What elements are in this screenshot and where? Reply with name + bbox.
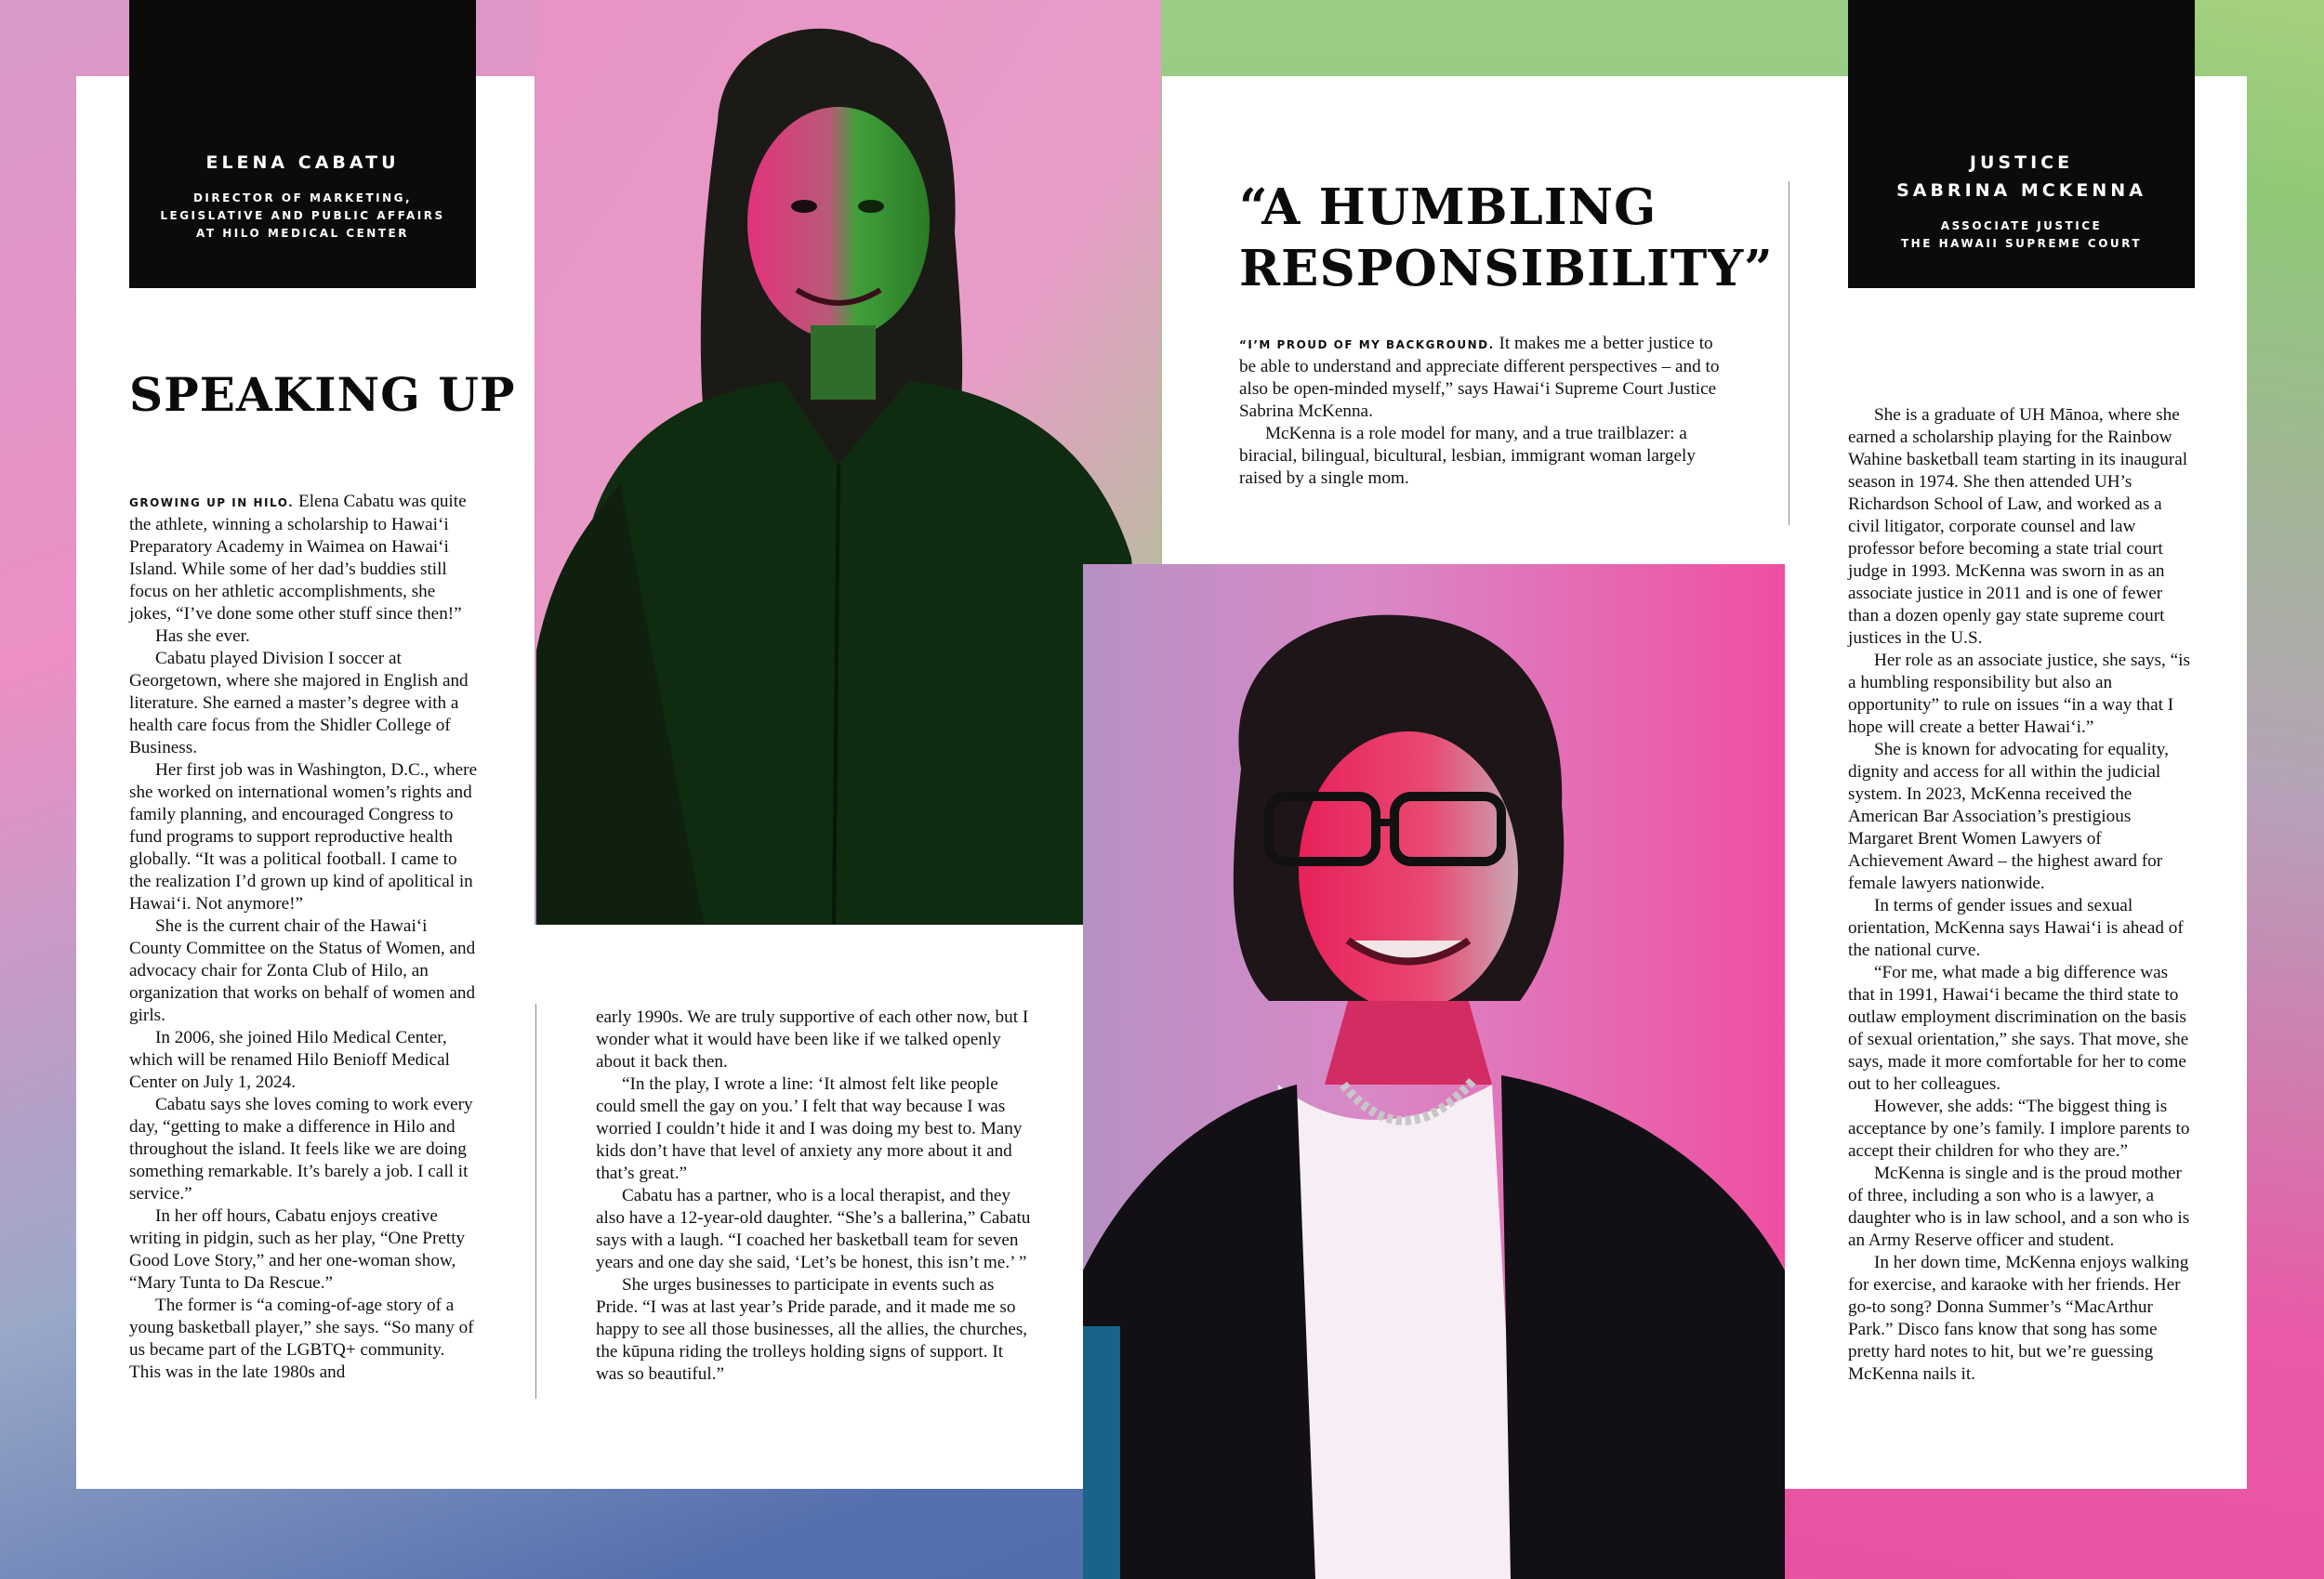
paragraph: GROWING UP IN HILO. Elena Cabatu was quite the athlete, winning a scholarship to Hawaiʻi Preparatory Academy in Waimea on Hawaiʻi Island. While some of her dad’s buddies still focus on her athletic accomplishments, she jokes, “I’ve done some other stuff since then!”	[129, 492, 467, 624]
column-divider	[535, 1004, 536, 1399]
paragraph: Has she ever.	[155, 626, 250, 646]
photo-sabrina-mckenna	[1083, 564, 1785, 1579]
paragraph: The former is “a coming-of-age story of a young basketball player,” she says. “So many of us became part of the LGBTQ+ community. This was in the late 1980s and	[129, 1296, 474, 1382]
profile-role: ASSOCIATE JUSTICE THE HAWAII SUPREME COURT	[1900, 219, 2143, 250]
paragraph: In terms of gender issues and sexual orientation, McKenna says Hawaiʻi is ahead of the national curve.	[1848, 896, 2184, 960]
paragraph: McKenna is a role model for many, and a true trailblazer: a biracial, bilingual, bicultural, lesbian, immigrant woman largely raised by a single mom.	[1239, 424, 1696, 488]
paragraph: Her role as an associate justice, she says, “is a humbling responsibility but also an opportunity” to rule on issues “in a way that I hope will create a better Hawaiʻi.”	[1848, 651, 2190, 737]
paragraph: Cabatu says she loves coming to work every day, “getting to make a difference in Hilo and throughout the island. It feels like we are doing something remarkable. It’s barely a job. I call it service.”	[129, 1095, 473, 1204]
paragraph: McKenna is single and is the proud mother of three, including a son who is a lawyer, a daughter who is in law school, and a son who is an Army Reserve officer and student.	[1848, 1164, 2190, 1250]
article-column-2	[596, 1007, 1033, 1386]
headline-humbling-responsibility: “A HUMBLING RESPONSIBILITY”	[1239, 178, 1774, 297]
profile-role: DIRECTOR OF MARKETING, LEGISLATIVE AND PUBLIC AFFAIRS AT HILO MEDICAL CENTER	[160, 191, 445, 240]
photo-elena-cabatu	[536, 0, 1161, 925]
paragraph: Her first job was in Washington, D.C., where she worked on international women’s rights and family planning, and encouraged Congress to fund programs to support reproductive health globally. “It was a political football. I came to the realization I’d grown up kind of apolitical in Hawaiʻi. Not anymore!”	[129, 760, 478, 914]
paragraph: In her down time, McKenna enjoys walking for exercise, and karaoke with her friends. Her go-to song? Donna Summer’s “MacArthur Park.” Disco fans know that song has some pretty hard notes to hit, but we’re guessing McKenna nails it.	[1848, 1253, 2189, 1384]
paragraph: “I’M PROUD OF MY BACKGROUND. It makes me a better justice to be able to understand and appreciate different perspectives – and to also be open-minded myself,” says Hawaiʻi Supreme Court Justice Sabrina McKenna.	[1239, 334, 1720, 421]
article-column-3	[1848, 404, 2197, 1386]
profile-name: JUSTICE SABRINA MCKENNA	[1896, 152, 2146, 201]
paragraph: In her off hours, Cabatu enjoys creative writing in pidgin, such as her play, “One Pretty Good Love Story,” and her one-woman show, “Mary Tunta to Da Rescue.”	[129, 1206, 466, 1293]
paragraph: She urges businesses to participate in events such as Pride. “I was at last year’s Pride parade, and it made me so happy to see all those businesses, all the allies, the churches, the kūpuna riding the trolleys holding signs of support. It was so beautiful.”	[596, 1275, 1028, 1384]
headline-speaking-up: SPEAKING UP	[129, 367, 516, 422]
profile-name: ELENA CABATU	[205, 152, 400, 173]
name-box-mckenna	[1848, 0, 2195, 288]
name-box-cabatu	[129, 0, 476, 288]
paragraph: She is known for advocating for equality, dignity and access for all within the judicial system. In 2023, McKenna received the American Bar Association’s prestigious Margaret Brent Women Lawyers of Achievement Award – the highest award for female lawyers nationwide.	[1848, 740, 2169, 893]
paragraph: She is a graduate of UH Mānoa, where she earned a scholarship playing for the Rainbow Wahine basketball team starting in its inaugural season in 1974. She then attended UH’s Richardson School of Law, and worked as a civil litigator, corporate counsel and law professor before becoming a state trial court judge in 1993. McKenna was sworn in as an associate justice in 2011 and is one of fewer than a dozen openly gay state supreme court justices in the U.S.	[1848, 405, 2188, 648]
paragraph: “For me, what made a big difference was that in 1991, Hawaiʻi became the third state to outlaw employment discrimination on the basis of sexual orientation,” she says. That move, she says, made it more comfortable for her to come out to her colleagues.	[1848, 963, 2189, 1094]
article-intro	[1239, 333, 1727, 490]
paragraph: “In the play, I wrote a line: ‘It almost felt like people could smell the gay on you.’ I felt that way because I was worried I couldn’t hide it and I was doing my best to. Many kids don’t have that level of anxiety any more about it and that’s great.”	[596, 1074, 1023, 1183]
paragraph: However, she adds: “The biggest thing is acceptance by one’s family. I implore parents to accept their children for who they are.”	[1848, 1097, 2190, 1161]
paragraph: Cabatu played Division I soccer at Georgetown, where she majored in English and literature. She earned a master’s degree with a health care focus from the Shidler College of Business.	[129, 649, 469, 757]
portrait-illustration-mckenna	[1083, 564, 1785, 1579]
paragraph: Cabatu has a partner, who is a local therapist, and they also have a 12-year-old daughter. “She’s a ballerina,” Cabatu says with a laugh. “I coached her basketball team for seven years and one day she said, ‘Let’s be honest, this isn’t me.’ ”	[596, 1186, 1031, 1272]
article-column-1	[129, 491, 478, 1384]
paragraph: She is the current chair of the Hawaiʻi County Committee on the Status of Women, and advocacy chair for Zonta Club of Hilo, an organization that works on behalf of women and girls.	[129, 916, 476, 1025]
portrait-illustration-cabatu	[536, 0, 1161, 925]
paragraph: In 2006, she joined Hilo Medical Center, which will be renamed Hilo Benioff Medical Center on July 1, 2024.	[129, 1028, 450, 1092]
right-top-panel	[1162, 76, 1843, 564]
paragraph: early 1990s. We are truly supportive of each other now, but I wonder what it would have been like if we talked openly about it back then.	[596, 1007, 1029, 1072]
